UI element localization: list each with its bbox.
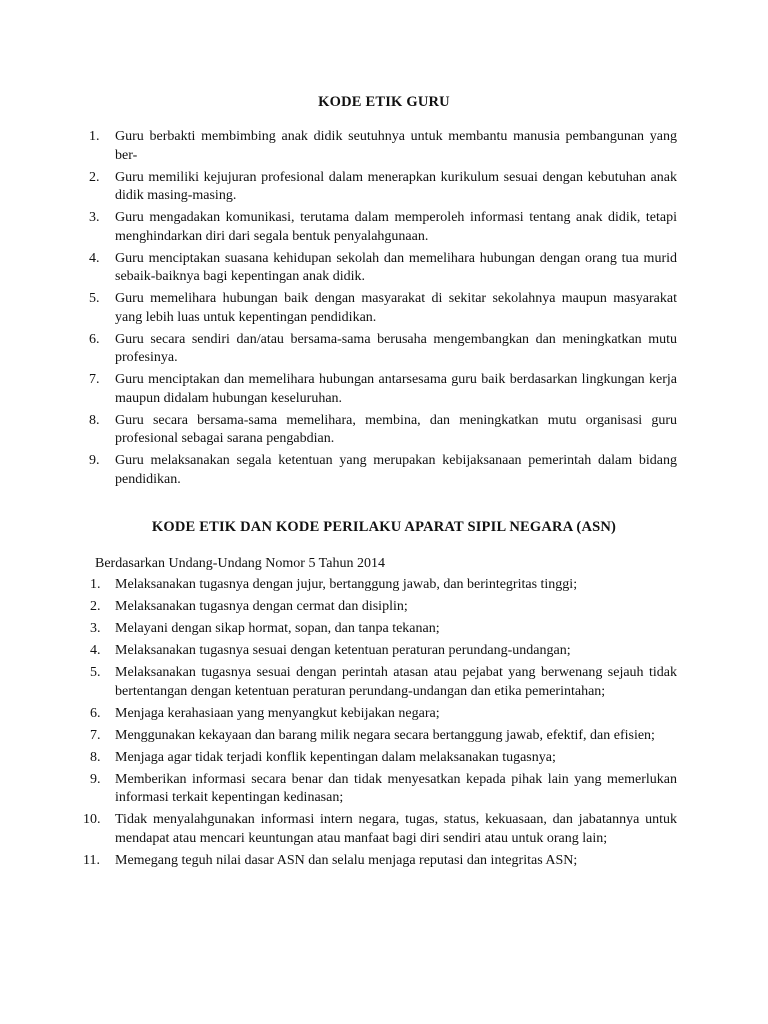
list-item	[0, 412, 768, 449]
list-item	[0, 331, 768, 368]
kode-etik-guru-list	[0, 128, 768, 493]
item-number: 8.	[90, 749, 101, 765]
item-number: 6.	[90, 705, 101, 721]
item-number: 1.	[90, 577, 101, 592]
item-text: Menjaga kerahasiaan yang menyangkut kebijakan negara;	[115, 705, 440, 721]
item-number: 3.	[89, 210, 100, 225]
item-number: 8.	[89, 412, 100, 428]
item-text: Guru secara bersama-sama memelihara, membina, dan meningkatkan mutu organisasi guru profesional sebagai sarana pengabdian.	[115, 412, 677, 446]
item-number: 3.	[90, 621, 101, 636]
item-number: 9.	[89, 453, 100, 468]
list-item	[0, 250, 768, 287]
item-text: Melaksanakan tugasnya dengan jujur, bertanggung jawab, dan berintegritas tinggi;	[115, 577, 578, 592]
item-text: Guru berbakti membimbing anak didik seutuhnya untuk membantu manusia pembangunan yang ber-	[115, 129, 677, 163]
section-title-kode-etik-asn: KODE ETIK DAN KODE PERILAKU APARAT SIPIL NEGARA (ASN)	[151, 519, 617, 535]
list-item	[0, 169, 768, 206]
item-number: 9.	[90, 771, 101, 787]
list-item	[0, 852, 768, 871]
item-text: Tidak menyalahgunakan informasi intern negara, tugas, status, kekuasaan, dan jabatannya untuk mendapat atau mencari keuntungan atau manfaat bagi diri sendiri atau untuk orang lain;	[115, 812, 677, 846]
item-number: 7.	[89, 372, 100, 387]
item-text: Guru memiliki kejujuran profesional dalam menerapkan kurikulum sesuai dengan kebutuhan anak didik masing-masing.	[115, 169, 677, 203]
item-text: Guru menciptakan suasana kehidupan sekolah dan memelihara hubungan dengan orang tua murid sebaik-baiknya bagi kepentingan anak didik.	[115, 250, 677, 284]
section-title-kode-etik-guru: KODE ETIK GURU	[318, 94, 450, 110]
list-item	[0, 598, 768, 617]
item-text: Melaksanakan tugasnya sesuai dengan perintah atasan atau pejabat yang berwenang sejauh tidak bertentangan dengan ketentuan peraturan perundang-undangan dan etika pemerintahan;	[115, 665, 677, 699]
item-text: Melayani dengan sikap hormat, sopan, dan tanpa tekanan;	[115, 621, 440, 636]
item-text: Memberikan informasi secara benar dan tidak menyesatkan kepada pihak lain yang memerlukan informasi terkait kepentingan kedinasan;	[115, 771, 677, 805]
list-item	[0, 620, 768, 639]
item-number: 2.	[89, 169, 100, 185]
item-text: Guru mengadakan komunikasi, terutama dalam memperoleh informasi tentang anak didik, tetapi menghindarkan diri dari segala bentuk penyalahgunaan.	[115, 210, 677, 244]
item-number: 7.	[90, 727, 101, 743]
list-item	[0, 664, 768, 701]
list-item	[0, 128, 768, 165]
item-text: Melaksanakan tugasnya sesuai dengan ketentuan peraturan perundang-undangan;	[115, 643, 571, 658]
kode-etik-asn-list	[0, 576, 768, 874]
list-item	[0, 727, 768, 746]
list-item	[0, 811, 768, 848]
item-text: Menjaga agar tidak terjadi konflik kepentingan dalam melaksanakan tugasnya;	[115, 749, 556, 765]
item-number: 11.	[83, 852, 100, 868]
item-number: 2.	[90, 599, 101, 614]
item-number: 4.	[90, 643, 101, 658]
list-item	[0, 749, 768, 768]
item-number: 5.	[89, 291, 100, 306]
item-text: Guru memelihara hubungan baik dengan masyarakat di sekitar sekolahnya maupun masyarakat yang lebih luas untuk kepentingan pendidikan.	[115, 291, 677, 325]
list-item	[0, 371, 768, 408]
item-number: 4.	[89, 250, 100, 266]
list-item	[0, 209, 768, 246]
list-item	[0, 705, 768, 724]
item-text: Guru secara sendiri dan/atau bersama-sama berusaha mengembangkan dan meningkatkan mutu profesinya.	[115, 331, 677, 365]
item-text: Memegang teguh nilai dasar ASN dan selalu menjaga reputasi dan integritas ASN;	[115, 852, 578, 868]
item-text: Melaksanakan tugasnya dengan cermat dan disiplin;	[115, 599, 408, 614]
section-intro: Berdasarkan Undang-Undang Nomor 5 Tahun 2014	[95, 556, 385, 571]
list-item	[0, 452, 768, 489]
item-number: 10.	[83, 812, 101, 827]
list-item	[0, 290, 768, 327]
item-number: 1.	[89, 129, 100, 144]
item-number: 5.	[90, 665, 101, 680]
item-text: Guru melaksanakan segala ketentuan yang merupakan kebijaksanaan pemerintah dalam bidang pendidikan.	[115, 453, 677, 487]
item-text: Menggunakan kekayaan dan barang milik negara secara bertanggung jawab, efektif, dan efisien;	[115, 727, 655, 743]
list-item	[0, 642, 768, 661]
item-number: 6.	[89, 331, 100, 347]
list-item	[0, 576, 768, 595]
list-item	[0, 771, 768, 808]
item-text: Guru menciptakan dan memelihara hubungan antarsesama guru baik berdasarkan lingkungan kerja maupun didalam hubungan keseluruhan.	[115, 372, 677, 406]
